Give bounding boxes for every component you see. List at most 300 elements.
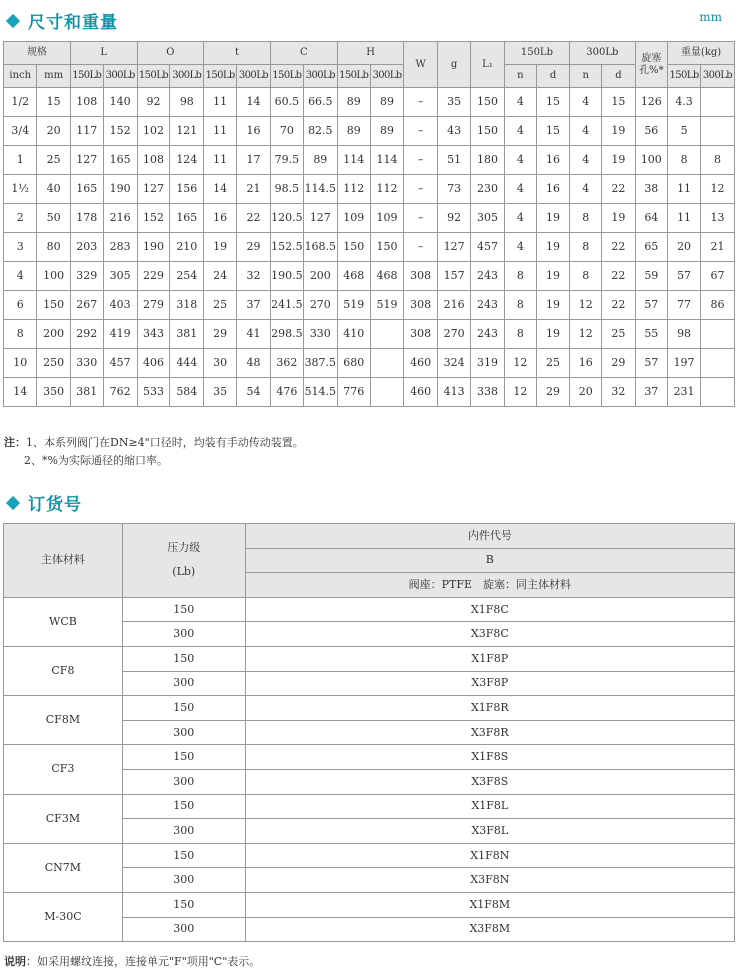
table-cell: 19 — [536, 320, 569, 349]
pressure-cell: 150 — [122, 646, 245, 671]
pressure-cell: 150 — [122, 892, 245, 917]
col-header-g: g — [437, 42, 470, 88]
table-cell: 29 — [602, 349, 635, 378]
table-cell: 55 — [635, 320, 668, 349]
table-cell: 150 — [471, 117, 504, 146]
order-code-cell: X1F8C — [245, 597, 734, 622]
table-cell: 16 — [536, 175, 569, 204]
table-cell: 8 — [504, 291, 536, 320]
table-cell: 298.5 — [270, 320, 303, 349]
table-cell: 241.5 — [270, 291, 303, 320]
subheader-150-d: d — [536, 65, 569, 88]
pressure-cell: 150 — [122, 745, 245, 770]
table-cell: 1 — [4, 146, 37, 175]
table-cell: 165 — [170, 204, 204, 233]
table-row — [4, 204, 735, 233]
col-header-C: C — [270, 42, 337, 65]
table-cell: 584 — [170, 378, 204, 407]
dimensions-table — [3, 41, 735, 407]
table-cell: 203 — [70, 233, 103, 262]
table-cell: 216 — [437, 291, 470, 320]
table-row — [4, 146, 735, 175]
table-cell: 8 — [570, 233, 602, 262]
table-cell: 25 — [602, 320, 635, 349]
table-row — [4, 892, 735, 917]
table-cell: 3/4 — [4, 117, 37, 146]
table-cell: 457 — [471, 233, 504, 262]
table-cell: 57 — [635, 291, 668, 320]
table-cell: 152 — [103, 117, 137, 146]
pressure-cell: 150 — [122, 597, 245, 622]
table-cell: 48 — [237, 349, 271, 378]
table-cell: 15 — [536, 88, 569, 117]
table-row — [4, 378, 735, 407]
table-cell: 5 — [668, 117, 701, 146]
table-cell: 50 — [37, 204, 70, 233]
pressure-cell: 300 — [122, 868, 245, 893]
table-cell: 243 — [471, 291, 504, 320]
table-cell: 19 — [602, 146, 635, 175]
table-row — [4, 175, 735, 204]
table-cell: 305 — [471, 204, 504, 233]
table-cell: 19 — [536, 204, 569, 233]
order-code-cell: X1F8L — [245, 794, 734, 819]
table-cell: 89 — [337, 88, 370, 117]
table-cell: 406 — [137, 349, 170, 378]
table-cell: 12 — [504, 378, 536, 407]
table-cell: 29 — [204, 320, 237, 349]
table-cell: 4 — [504, 146, 536, 175]
table-cell: 59 — [635, 262, 668, 291]
order-header-row — [4, 524, 735, 549]
table-cell: 41 — [237, 320, 271, 349]
table-cell: 152.5 — [270, 233, 303, 262]
table-cell: 150 — [37, 291, 70, 320]
table-cell: 127 — [70, 146, 103, 175]
order-code-cell: X3F8S — [245, 769, 734, 794]
table-cell: 102 — [137, 117, 170, 146]
table-cell: 343 — [137, 320, 170, 349]
table-cell: 190 — [137, 233, 170, 262]
order-code-cell: X3F8C — [245, 622, 734, 647]
table-row — [4, 745, 735, 770]
order-code-cell: X3F8P — [245, 671, 734, 696]
table-cell: 73 — [437, 175, 470, 204]
table-cell: 419 — [103, 320, 137, 349]
table-cell: 82.5 — [303, 117, 337, 146]
table-cell: – — [404, 175, 437, 204]
table-cell: 460 — [404, 378, 437, 407]
table-cell: 77 — [668, 291, 701, 320]
subheader-row — [4, 65, 735, 88]
table-cell: 381 — [170, 320, 204, 349]
table-cell: 168.5 — [303, 233, 337, 262]
table-cell: 283 — [103, 233, 137, 262]
subheader-O-150: 150Lb — [137, 65, 170, 88]
table-cell: 776 — [337, 378, 370, 407]
plug-port-label-line2: 孔%* — [639, 64, 664, 76]
subheader-300-d: d — [602, 65, 635, 88]
col-header-W: W — [404, 42, 437, 88]
table-cell: 12 — [570, 320, 602, 349]
table-cell: 22 — [237, 204, 271, 233]
table-cell: 533 — [137, 378, 170, 407]
table-cell: 4 — [504, 233, 536, 262]
table-cell: 21 — [237, 175, 271, 204]
material-cell: CF8M — [4, 696, 123, 745]
table-cell: 157 — [437, 262, 470, 291]
subheader-H-150: 150Lb — [337, 65, 370, 88]
subheader-H-300: 300Lb — [370, 65, 404, 88]
table-cell: 150 — [471, 88, 504, 117]
section-title: 订货号 — [28, 495, 82, 515]
table-cell: 413 — [437, 378, 470, 407]
material-cell: CF8 — [4, 646, 123, 695]
table-cell: 98 — [170, 88, 204, 117]
table-cell: 319 — [471, 349, 504, 378]
table-cell: 229 — [137, 262, 170, 291]
table-cell: 40 — [37, 175, 70, 204]
table-cell: 4.3 — [668, 88, 701, 117]
table-row — [4, 349, 735, 378]
order-code-cell: X1F8S — [245, 745, 734, 770]
table-cell: 22 — [602, 262, 635, 291]
col-header-weight: 重量(kg) — [668, 42, 735, 65]
table-cell: 457 — [103, 349, 137, 378]
table-cell: 200 — [37, 320, 70, 349]
table-cell: 108 — [137, 146, 170, 175]
table-cell: 38 — [635, 175, 668, 204]
table-cell: 8 — [701, 146, 735, 175]
table-cell: 12 — [570, 291, 602, 320]
table-cell: 680 — [337, 349, 370, 378]
subheader-C-300: 300Lb — [303, 65, 337, 88]
table-cell: 19 — [536, 262, 569, 291]
col-header-H: H — [337, 42, 404, 65]
table-cell: 32 — [602, 378, 635, 407]
table-cell — [701, 320, 735, 349]
pressure-label-line1: 压力级 — [167, 541, 201, 555]
table-cell: 20 — [668, 233, 701, 262]
table-cell: 250 — [37, 349, 70, 378]
footer-label: 说明 — [4, 955, 26, 968]
order-code-cell: X3F8R — [245, 720, 734, 745]
section-header-order — [0, 490, 82, 515]
table-cell: 267 — [70, 291, 103, 320]
table-cell: 210 — [170, 233, 204, 262]
table-cell: 37 — [635, 378, 668, 407]
col-header-pressure — [122, 524, 245, 598]
table-cell: – — [404, 88, 437, 117]
table-cell: 51 — [437, 146, 470, 175]
table-cell: 124 — [170, 146, 204, 175]
table-cell: 8 — [504, 262, 536, 291]
table-cell: 19 — [536, 233, 569, 262]
order-code-cell: X1F8N — [245, 843, 734, 868]
pressure-cell: 300 — [122, 720, 245, 745]
col-header-trim-desc: 阀座：PTFE 旋塞：同主体材料 — [245, 573, 734, 598]
footer-note — [4, 953, 260, 969]
table-cell: 156 — [170, 175, 204, 204]
table-cell: – — [404, 117, 437, 146]
table-cell: 80 — [37, 233, 70, 262]
table-cell: 89 — [370, 88, 404, 117]
note-1 — [4, 434, 304, 452]
table-cell: 70 — [270, 117, 303, 146]
table-cell: 468 — [370, 262, 404, 291]
table-cell: 308 — [404, 320, 437, 349]
plug-port-label-line1: 旋塞 — [641, 52, 662, 64]
table-cell: 109 — [370, 204, 404, 233]
table-cell — [370, 378, 404, 407]
table-cell: 403 — [103, 291, 137, 320]
table-cell: 243 — [471, 320, 504, 349]
table-cell: 127 — [137, 175, 170, 204]
table-cell — [370, 349, 404, 378]
table-row — [4, 646, 735, 671]
table-row — [4, 597, 735, 622]
table-cell: 254 — [170, 262, 204, 291]
table-cell: 112 — [337, 175, 370, 204]
table-cell: 140 — [103, 88, 137, 117]
table-cell: 114 — [370, 146, 404, 175]
table-cell: 165 — [103, 146, 137, 175]
table-cell: 8 — [570, 262, 602, 291]
table-cell: 65 — [635, 233, 668, 262]
col-header-150lb-bolts: 150Lb — [504, 42, 569, 65]
subheader-t-300: 300Lb — [237, 65, 271, 88]
subheader-C-150: 150Lb — [270, 65, 303, 88]
table-cell: 15 — [536, 117, 569, 146]
table-row — [4, 696, 735, 721]
table-cell: 279 — [137, 291, 170, 320]
table-cell: 231 — [668, 378, 701, 407]
subheader-300-n: n — [570, 65, 602, 88]
unit-label: mm — [699, 10, 722, 24]
table-cell: 22 — [602, 291, 635, 320]
table-cell: 3 — [4, 233, 37, 262]
order-code-cell: X3F8M — [245, 917, 734, 942]
table-cell: 92 — [437, 204, 470, 233]
table-cell: 24 — [204, 262, 237, 291]
table-cell: 19 — [204, 233, 237, 262]
table-cell: 12 — [504, 349, 536, 378]
table-cell: 180 — [471, 146, 504, 175]
subheader-mm: mm — [37, 65, 70, 88]
table-cell: 25 — [536, 349, 569, 378]
col-header-trim-b: B — [245, 548, 734, 573]
table-cell: 190.5 — [270, 262, 303, 291]
table-cell: 410 — [337, 320, 370, 349]
table-cell: 4 — [504, 204, 536, 233]
table-cell: 16 — [204, 204, 237, 233]
table-cell: 32 — [237, 262, 271, 291]
table-cell — [701, 349, 735, 378]
table-cell: 20 — [37, 117, 70, 146]
subheader-150-n: n — [504, 65, 536, 88]
table-cell: 4 — [504, 88, 536, 117]
table-cell: 270 — [437, 320, 470, 349]
table-cell: 16 — [237, 117, 271, 146]
table-cell — [701, 88, 735, 117]
note-2-text: 2、*%为实际通径的缩口率。 — [24, 454, 168, 467]
table-cell: 190 — [103, 175, 137, 204]
table-cell: 14 — [237, 88, 271, 117]
subheader-L-300: 300Lb — [103, 65, 137, 88]
table-cell: 165 — [70, 175, 103, 204]
note-1-text: 1、本系列阀门在DN≥4"口径时，均装有手动传动装置。 — [26, 436, 304, 449]
table-cell: 114.5 — [303, 175, 337, 204]
table-cell: 14 — [4, 378, 37, 407]
table-cell: 4 — [570, 117, 602, 146]
table-cell: 98 — [668, 320, 701, 349]
pressure-cell: 150 — [122, 794, 245, 819]
col-header-O: O — [137, 42, 204, 65]
table-cell: 126 — [635, 88, 668, 117]
table-cell: 8 — [4, 320, 37, 349]
table-cell: 89 — [337, 117, 370, 146]
table-cell: 13 — [701, 204, 735, 233]
table-cell: 152 — [137, 204, 170, 233]
table-cell: 308 — [404, 262, 437, 291]
table-cell: 15 — [37, 88, 70, 117]
table-row — [4, 843, 735, 868]
pressure-cell: 300 — [122, 769, 245, 794]
table-cell: 120.5 — [270, 204, 303, 233]
table-cell: 4 — [570, 88, 602, 117]
table-cell: 4 — [504, 175, 536, 204]
col-header-plug-port — [635, 42, 668, 88]
table-cell: 338 — [471, 378, 504, 407]
table-cell: 6 — [4, 291, 37, 320]
order-code-cell: X1F8P — [245, 646, 734, 671]
order-code-cell: X1F8R — [245, 696, 734, 721]
table-cell: 8 — [668, 146, 701, 175]
table-cell: 67 — [701, 262, 735, 291]
notes — [4, 434, 304, 470]
table-cell: 112 — [370, 175, 404, 204]
table-cell: 29 — [536, 378, 569, 407]
table-cell: 17 — [237, 146, 271, 175]
table-cell: 11 — [204, 146, 237, 175]
table-cell: 519 — [337, 291, 370, 320]
table-cell: 54 — [237, 378, 271, 407]
table-cell: 109 — [337, 204, 370, 233]
order-code-cell: X1F8M — [245, 892, 734, 917]
note-2 — [4, 452, 304, 470]
col-header-L: L — [70, 42, 137, 65]
table-cell: 14 — [204, 175, 237, 204]
pressure-cell: 150 — [122, 843, 245, 868]
pressure-cell: 300 — [122, 671, 245, 696]
table-cell: 4 — [570, 175, 602, 204]
header-row — [4, 42, 735, 65]
table-cell: 329 — [70, 262, 103, 291]
table-row — [4, 794, 735, 819]
material-cell: WCB — [4, 597, 123, 646]
pressure-cell: 300 — [122, 622, 245, 647]
table-cell: 56 — [635, 117, 668, 146]
table-cell: 19 — [602, 204, 635, 233]
table-cell: 350 — [37, 378, 70, 407]
table-cell: 216 — [103, 204, 137, 233]
table-cell: 318 — [170, 291, 204, 320]
table-cell: 243 — [471, 262, 504, 291]
material-cell: CN7M — [4, 843, 123, 892]
table-cell: 762 — [103, 378, 137, 407]
table-cell: 22 — [602, 233, 635, 262]
table-cell: 86 — [701, 291, 735, 320]
table-cell: 92 — [137, 88, 170, 117]
table-cell: 37 — [237, 291, 271, 320]
table-cell: 16 — [570, 349, 602, 378]
table-cell: 108 — [70, 88, 103, 117]
table-cell: 4 — [504, 117, 536, 146]
table-cell: 79.5 — [270, 146, 303, 175]
table-cell: 12 — [701, 175, 735, 204]
table-cell: 200 — [303, 262, 337, 291]
table-cell: 19 — [536, 291, 569, 320]
table-cell: 117 — [70, 117, 103, 146]
table-cell: 308 — [404, 291, 437, 320]
subheader-t-150: 150Lb — [204, 65, 237, 88]
diamond-bullet-icon — [6, 13, 20, 27]
table-cell: 444 — [170, 349, 204, 378]
table-cell: 89 — [370, 117, 404, 146]
material-cell: CF3M — [4, 794, 123, 843]
table-cell: 11 — [204, 117, 237, 146]
table-cell: 514.5 — [303, 378, 337, 407]
pressure-cell: 300 — [122, 917, 245, 942]
section-title: 尺寸和重量 — [28, 13, 118, 33]
table-cell: 330 — [70, 349, 103, 378]
table-cell: 60.5 — [270, 88, 303, 117]
table-cell: 114 — [337, 146, 370, 175]
table-cell: 121 — [170, 117, 204, 146]
table-cell: 270 — [303, 291, 337, 320]
table-cell: 15 — [602, 88, 635, 117]
table-cell: 100 — [635, 146, 668, 175]
table-cell: 230 — [471, 175, 504, 204]
table-cell: 197 — [668, 349, 701, 378]
table-cell: 29 — [237, 233, 271, 262]
table-cell: 21 — [701, 233, 735, 262]
table-cell: 150 — [370, 233, 404, 262]
table-cell: 2 — [4, 204, 37, 233]
col-header-t: t — [204, 42, 271, 65]
table-cell: 1½ — [4, 175, 37, 204]
table-cell: 30 — [204, 349, 237, 378]
table-cell: 178 — [70, 204, 103, 233]
table-cell: 324 — [437, 349, 470, 378]
table-cell: 330 — [303, 320, 337, 349]
table-cell: 57 — [635, 349, 668, 378]
table-cell: 362 — [270, 349, 303, 378]
table-cell: 66.5 — [303, 88, 337, 117]
table-cell: 57 — [668, 262, 701, 291]
col-header-spec: 规格 — [4, 42, 71, 65]
table-cell: 476 — [270, 378, 303, 407]
material-cell: M-30C — [4, 892, 123, 941]
table-cell: 98.5 — [270, 175, 303, 204]
table-cell: 127 — [437, 233, 470, 262]
subheader-weight-300: 300Lb — [701, 65, 735, 88]
table-cell: – — [404, 146, 437, 175]
table-cell: 43 — [437, 117, 470, 146]
col-header-300lb-bolts: 300Lb — [570, 42, 635, 65]
table-cell: 89 — [303, 146, 337, 175]
table-cell: 19 — [602, 117, 635, 146]
